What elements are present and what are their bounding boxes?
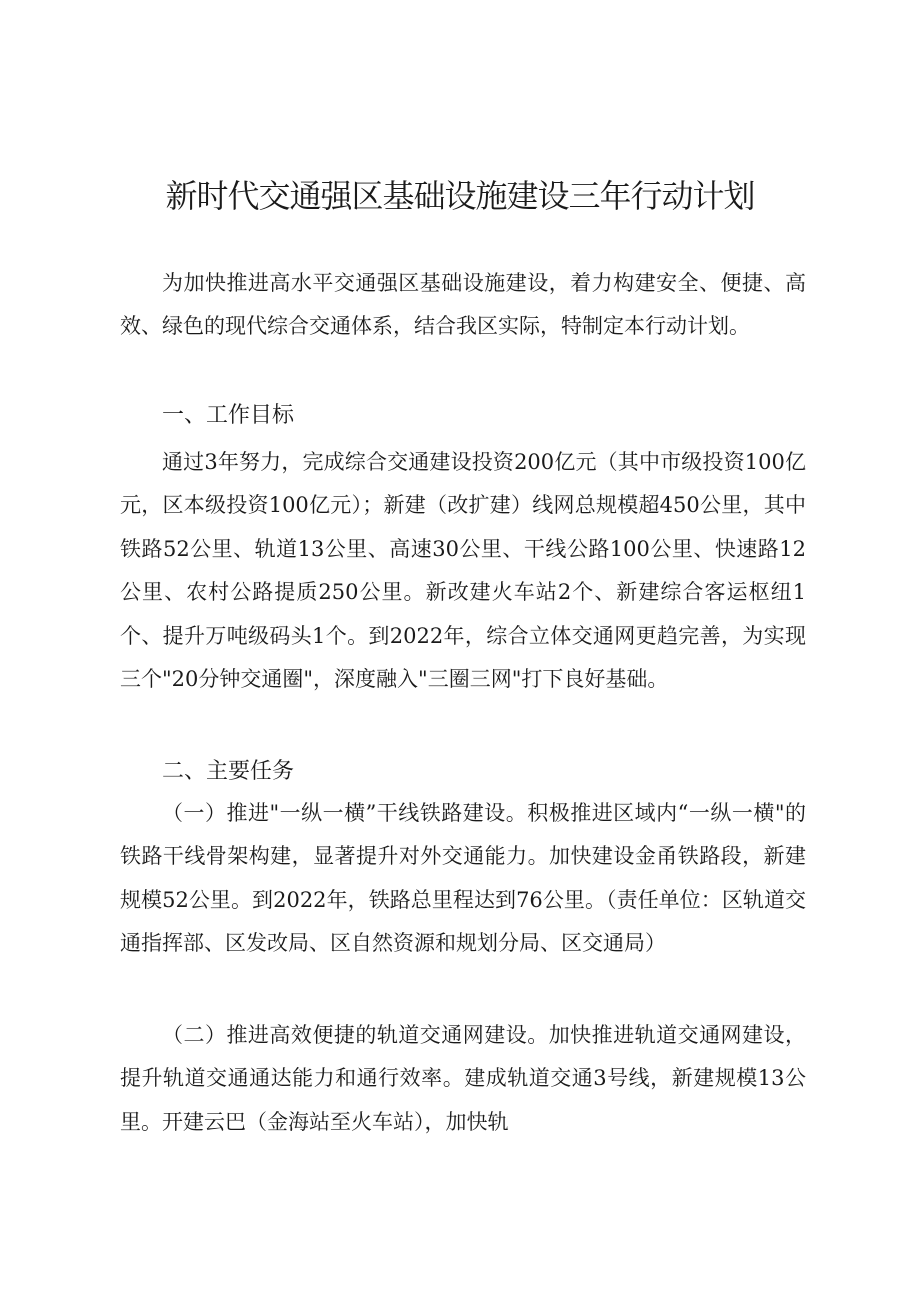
task-paragraph-railway: （一）推进"一纵一横”干线铁路建设。积极推进区域内“一纵一横"的铁路干线骨架构建，显著提升对外交通能力。加快建设金甬铁路段，新建规模52公里。到2022年，铁路总里程达到76公里。（责任单位：区轨道交通指挥部、区发改局、区自然资源和规划分局、区交通局） (120, 801, 806, 956)
section-heading-goals: 一、工作目标 (162, 403, 295, 428)
section-heading-tasks: 二、主要任务 (162, 759, 295, 784)
goals-paragraph: 通过3年努力，完成综合交通建设投资200亿元（其中市级投资100亿元，区本级投资100亿元）；新建（改扩建）线网总规模超450公里，其中铁路52公里、轨道13公里、高速30公里、干线公路100公里、快速路12公里、农村公路提质250公里。新改建火车站2个、新建综合客运枢纽1个、提升万吨级码头1个。到2022年，综合立体交通网更趋完善，为实现三个"20分钟交通圈"，深度融入"三圈三网"打下良好基础。 (120, 450, 806, 692)
document-title: 新时代交通强区基础设施建设三年行动计划 (165, 177, 755, 215)
task-paragraph-rail-transit: （二）推进高效便捷的轨道交通网建设。加快推进轨道交通网建设，提升轨道交通通达能力和通行效率。建成轨道交通3号线，新建规模13公里。开建云巴（金海站至火车站），加快轨 (120, 1023, 806, 1134)
intro-paragraph: 为加快推进高水平交通强区基础设施建设，着力构建安全、便捷、高效、绿色的现代综合交通体系，结合我区实际，特制定本行动计划。 (120, 271, 806, 339)
